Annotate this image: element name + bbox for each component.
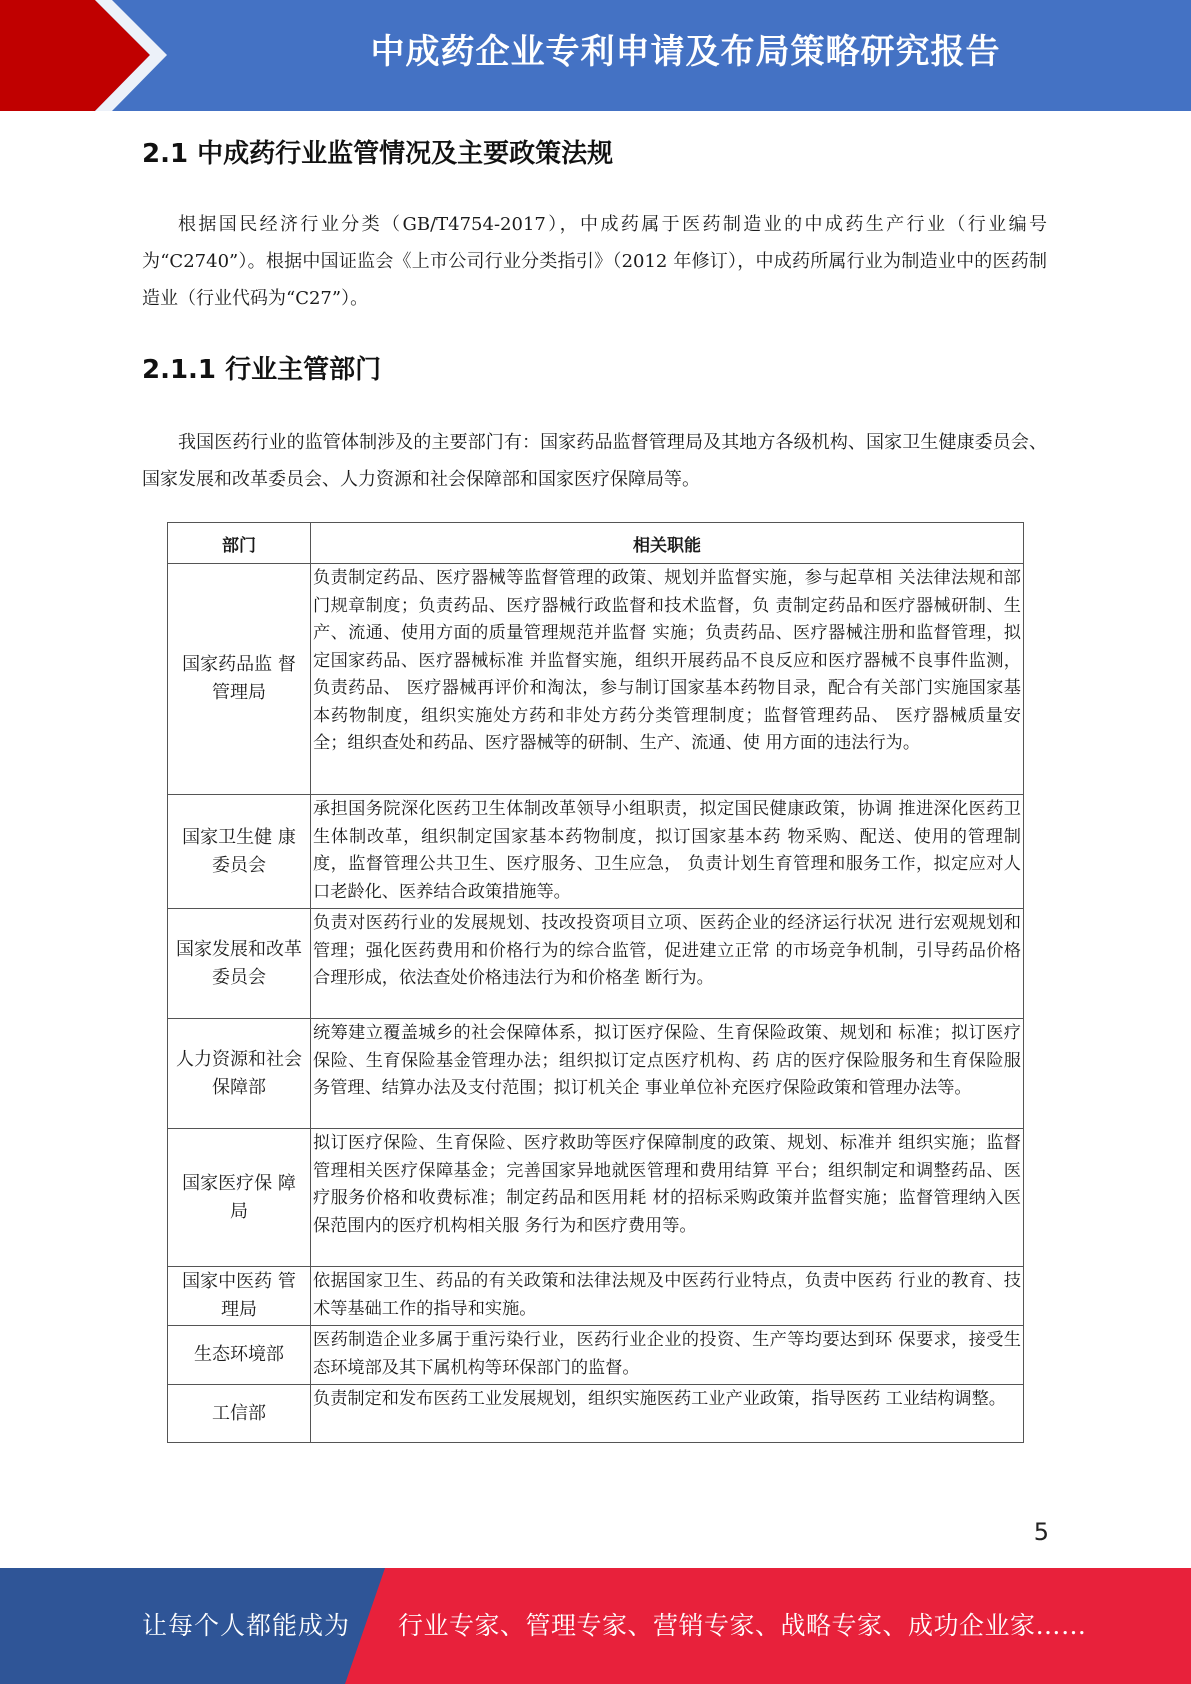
table-row [168, 909, 1024, 1019]
dept-cell: 国家医疗保 障局 [168, 1129, 311, 1267]
function-cell: 负责制定药品、医疗器械等监督管理的政策、规划并监督实施，参与起草相 关法律法规和部门规章制度；负责药品、医疗器械行政监督和技术监督，负 责制定药品和医疗器械研制、生产、流通、使用方面的质量管理规范并监督 实施；负责药品、医疗器械注册和监督管理，拟定国家药品、医疗器械标准 并监督实施，组织开展药品不良反应和医疗器械不良事件监测，负责药品、 医疗器械再评价和淘汰，参与制订国家基本药物目录，配合有关部门实施国家基本药物制度，组织实施处方药和非处方药分类管理制度；监督管理药品、 医疗器械质量安全；组织查处和药品、医疗器械等的研制、生产、流通、使 用方面的违法行为。 [311, 564, 1024, 795]
dept-cell: 国家中医药 管理局 [168, 1267, 311, 1326]
table-row [168, 1326, 1024, 1385]
footer-banner [0, 1568, 1191, 1684]
function-cell: 负责制定和发布医药工业发展规划，组织实施医药工业产业政策，指导医药 工业结构调整。 [311, 1385, 1024, 1443]
dept-cell: 国家药品监 督管理局 [168, 564, 311, 795]
table-row [168, 795, 1024, 909]
section-heading: 2.1 中成药行业监管情况及主要政策法规 [142, 139, 614, 169]
function-cell: 拟订医疗保险、生育保险、医疗救助等医疗保障制度的政策、规划、标准并 组织实施；监督管理相关医疗保障基金；完善国家异地就医管理和费用结算 平台；组织制定和调整药品、医疗服务价格和收费标准；制定药品和医用耗 材的招标采购政策并监督实施；监督管理纳入医保范围内的医疗机构相关服 务行为和医疗费用等。 [311, 1129, 1024, 1267]
table-row [168, 1129, 1024, 1267]
header-functions: 相关职能 [311, 523, 1024, 564]
dept-cell: 工信部 [168, 1385, 311, 1443]
footer-slogan-left: 让每个人都能成为 [142, 1611, 351, 1640]
function-cell: 负责对医药行业的发展规划、技改投资项目立项、医药企业的经济运行状况 进行宏观规划和管理；强化医药费用和价格行为的综合监管，促进建立正常 的市场竞争机制，引导药品价格合理形成，依法查处价格违法行为和价格垄 断行为。 [311, 909, 1024, 1019]
dept-cell: 国家发展和改革委员会 [168, 909, 311, 1019]
function-cell: 医药制造企业多属于重污染行业，医药行业企业的投资、生产等均要达到环 保要求，接受生态环境部及其下属机构等环保部门的监督。 [311, 1326, 1024, 1385]
table-header-row [168, 523, 1024, 564]
dept-cell: 国家卫生健 康委员会 [168, 795, 311, 909]
header-dept: 部门 [168, 523, 311, 564]
subsection-heading: 2.1.1 行业主管部门 [142, 355, 382, 385]
intro-paragraph: 根据国民经济行业分类（GB/T4754-2017），中成药属于医药制造业的中成药生产行业（行业编号为“C2740”）。根据中国证监会《上市公司行业分类指引》（2012 年修订），中成药所属行业为制造业中的医药制造业（行业代码为“C27”）。 [142, 214, 1047, 309]
footer-slogan-right: 行业专家、管理专家、营销专家、战略专家、成功企业家…… [398, 1611, 1087, 1640]
departments-table [167, 522, 1024, 1443]
dept-cell: 人力资源和社会保障部 [168, 1019, 311, 1129]
table-row [168, 1385, 1024, 1443]
function-cell: 统筹建立覆盖城乡的社会保障体系，拟订医疗保险、生育保险政策、规划和 标准；拟订医疗保险、生育保险基金管理办法；组织拟订定点医疗机构、药 店的医疗保险服务和生育保险服务管理、结算办法及支付范围；拟订机关企 事业单位补充医疗保险政策和管理办法等。 [311, 1019, 1024, 1129]
report-title: 中成药企业专利申请及布局策略研究报告 [370, 32, 1001, 72]
function-cell: 依据国家卫生、药品的有关政策和法律法规及中医药行业特点，负责中医药 行业的教育、技术等基础工作的指导和实施。 [311, 1267, 1024, 1326]
header-banner [0, 0, 1191, 111]
subsection-paragraph: 我国医药行业的监管体制涉及的主要部门有：国家药品监督管理局及其地方各级机构、国家卫生健康委员会、国家发展和改革委员会、人力资源和社会保障部和国家医疗保障局等。 [142, 432, 1047, 490]
dept-cell: 生态环境部 [168, 1326, 311, 1385]
function-cell: 承担国务院深化医药卫生体制改革领导小组职责，拟定国民健康政策，协调 推进深化医药卫生体制改革，组织制定国家基本药物制度，拟订国家基本药 物采购、配送、使用的管理制度，监督管理公共卫生、医疗服务、卫生应急， 负责计划生育管理和服务工作，拟定应对人口老龄化、医养结合政策措施等。 [311, 795, 1024, 909]
table-row [168, 564, 1024, 795]
table-row [168, 1019, 1024, 1129]
table-row [168, 1267, 1024, 1326]
page-number: 5 [1033, 1518, 1049, 1546]
